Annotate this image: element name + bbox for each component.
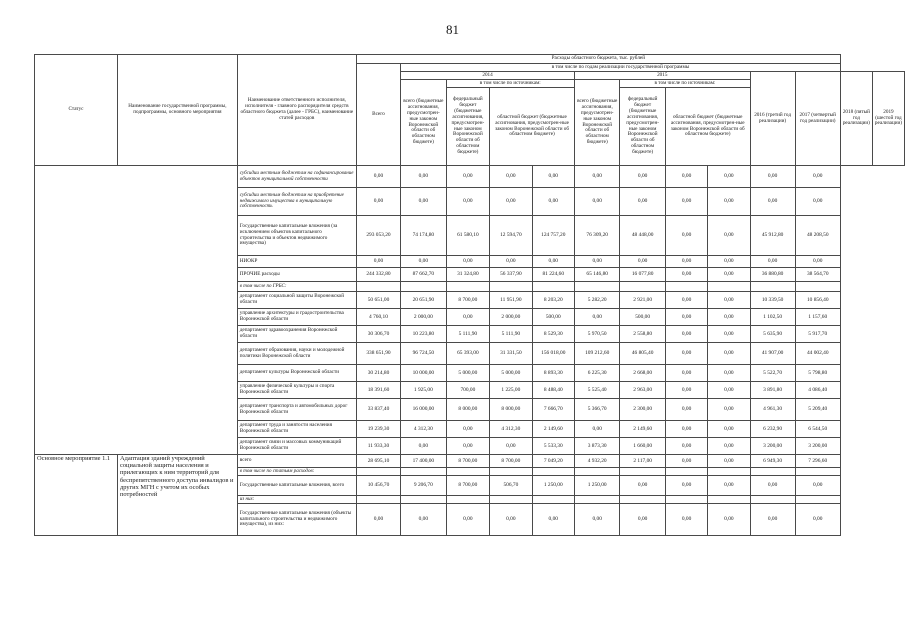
cell-y2015-all: 500,00 [532, 309, 574, 326]
cell-y2017 [708, 468, 750, 476]
cell-y2016: 0,00 [665, 343, 707, 365]
header-year-2017: 2017 (четвертый год реализации) [795, 72, 840, 166]
cell-y2014-all: 0,00 [401, 438, 446, 455]
cell-y2015-federal: 3 873,30 [574, 438, 619, 455]
cell-y2014-federal: 700,00 [446, 382, 490, 399]
page-number: 81 [446, 22, 459, 37]
cell-y2015-federal: 76 309,20 [574, 216, 619, 256]
header-year-2019: 2019 (шестой год реализации) [872, 72, 904, 166]
cell-y2015-regional: 0,00 [620, 256, 665, 268]
cell-y2019: 6 544,50 [795, 421, 840, 438]
cell-y2014-regional: 4 312,30 [490, 421, 532, 438]
cell-y2019: 10 856,40 [795, 292, 840, 309]
cell-y2015-all: 0,00 [532, 166, 574, 188]
cell-y2014-federal [446, 468, 490, 476]
cell-y2015-regional: 48 448,00 [620, 216, 665, 256]
cell-y2019: 0,00 [795, 166, 840, 188]
cell-y2017: 0,00 [708, 399, 750, 421]
cell-y2015-federal: 0,00 [574, 504, 619, 536]
cell-y2015-federal: 0,00 [574, 166, 619, 188]
cell-y2014-federal: 8 700,00 [446, 476, 490, 496]
cell-y2014-regional: 5 000,00 [490, 365, 532, 382]
cell-y2015-all [532, 496, 574, 504]
cell-y2017: 0,00 [708, 326, 750, 343]
header-by-years: в том числе по годам реализации государственной программы [401, 64, 841, 72]
cell-y2014-all: 0,00 [401, 256, 446, 268]
row-label: управление архитектуры и градостроительства Воронежской области [237, 309, 356, 326]
budget-table [34, 54, 905, 536]
cell-y2015-all: 81 224,60 [532, 268, 574, 282]
cell-y2017: 0,00 [708, 438, 750, 455]
cell-y2015-federal: 5 525,40 [574, 382, 619, 399]
cell-y2016: 0,00 [665, 309, 707, 326]
row-label: ПРОЧИЕ расходы [237, 268, 356, 282]
cell-total: 50 651,00 [356, 292, 400, 309]
header-2014-sources: в том числе по источникам: [446, 80, 574, 88]
cell-y2017: 0,00 [708, 292, 750, 309]
cell-y2014-federal: 0,00 [446, 166, 490, 188]
cell-y2017: 0,00 [708, 216, 750, 256]
cell-y2014-federal: 8 000,00 [446, 399, 490, 421]
cell-y2015-regional [620, 496, 665, 504]
cell-y2014-regional: 0,00 [490, 438, 532, 455]
cell-total: 28 695,10 [356, 455, 400, 468]
header-year-2014: 2014 [401, 72, 575, 80]
table-row [35, 455, 905, 468]
cell-total: 244 332,80 [356, 268, 400, 282]
cell-y2014-regional: 0,00 [490, 188, 532, 216]
cell-y2019 [795, 282, 840, 292]
cell-y2016: 0,00 [665, 438, 707, 455]
cell-y2018: 0,00 [750, 166, 795, 188]
cell-y2014-all: 87 662,70 [401, 268, 446, 282]
cell-y2014-federal: 8 700,00 [446, 292, 490, 309]
row-label: департамент культуры Воронежской области [237, 365, 356, 382]
cell-y2017: 0,00 [708, 268, 750, 282]
cell-y2015-all: 8 893,30 [532, 365, 574, 382]
cell-y2014-regional: 0,00 [490, 256, 532, 268]
cell-y2015-regional: 500,00 [620, 309, 665, 326]
cell-y2015-all: 2 149,60 [532, 421, 574, 438]
header-executor: Наименование ответственного исполнителя, исполнителя - главного распорядителя средств областного бюджета (далее - ГРБС), наименование статей расходов [237, 55, 356, 166]
cell-y2014-all: 1 925,00 [401, 382, 446, 399]
row-label: Государственные капитальные вложения, всего [237, 476, 356, 496]
cell-y2018: 1 102,50 [750, 309, 795, 326]
header-status: Статус [35, 55, 118, 166]
cell-y2014-federal: 61 580,10 [446, 216, 490, 256]
cell-y2017: 0,00 [708, 188, 750, 216]
cell-y2016: 0,00 [665, 504, 707, 536]
cell-y2018: 45 912,80 [750, 216, 795, 256]
cell-y2014-regional: 8 700,00 [490, 455, 532, 468]
row-label: в том числе по ГРБС: [237, 282, 356, 292]
header-year-2016: 2016 (третий год реализации) [750, 72, 795, 166]
header-2014-federal: федеральный бюджет (бюджетные ассигнования, предусмотрен-ные законом Воронежской области об областном бюджете) [446, 88, 490, 166]
cell-y2019: 44 002,40 [795, 343, 840, 365]
cell-y2014-regional [490, 282, 532, 292]
cell-total: 19 239,30 [356, 421, 400, 438]
cell-y2017: 0,00 [708, 166, 750, 188]
cell-y2015-regional: 0,00 [620, 476, 665, 496]
cell-y2018: 4 961,30 [750, 399, 795, 421]
cell-y2014-regional: 8 000,00 [490, 399, 532, 421]
cell-y2014-federal: 31 324,80 [446, 268, 490, 282]
cell-y2014-regional: 0,00 [490, 504, 532, 536]
cell-y2019 [795, 468, 840, 476]
header-2015-all: всего (бюджетные ассигнования, предусмотрен-ные законом Воронежской области об областном бюджете) [574, 80, 619, 166]
cell-y2016: 0,00 [665, 421, 707, 438]
cell-y2014-all [401, 496, 446, 504]
cell-total: 0,00 [356, 256, 400, 268]
cell-y2017: 0,00 [708, 309, 750, 326]
cell-total [356, 496, 400, 504]
cell-y2015-all [532, 468, 574, 476]
row-label: департамент транспорта и автомобильных дорог Воронежской области [237, 399, 356, 421]
cell-y2015-federal: 1 250,00 [574, 476, 619, 496]
cell-y2014-federal: 65 393,00 [446, 343, 490, 365]
header-2015-regional: областной бюджет (бюджетные ассигнования, предусмотрен-ные законом Воронежской области об областном бюджете) [665, 88, 750, 166]
cell-total: 10 456,70 [356, 476, 400, 496]
cell-y2014-all [401, 282, 446, 292]
cell-y2015-regional: 0,00 [620, 166, 665, 188]
cell-y2018: 0,00 [750, 504, 795, 536]
cell-y2014-all: 10 223,80 [401, 326, 446, 343]
empty-merged-cell [35, 166, 238, 455]
cell-total: 0,00 [356, 166, 400, 188]
cell-y2018: 0,00 [750, 188, 795, 216]
cell-y2014-regional: 11 951,90 [490, 292, 532, 309]
cell-y2014-regional: 0,00 [490, 166, 532, 188]
cell-y2016: 0,00 [665, 399, 707, 421]
cell-y2016 [665, 468, 707, 476]
cell-y2019: 38 564,70 [795, 268, 840, 282]
cell-y2015-federal [574, 496, 619, 504]
row-label: субсидии местным бюджетам на приобретение недвижимого имущества в муниципальную собственность [237, 188, 356, 216]
cell-y2018: 0,00 [750, 256, 795, 268]
cell-y2014-all [401, 468, 446, 476]
cell-y2019: 1 157,60 [795, 309, 840, 326]
cell-y2015-regional: 0,00 [620, 504, 665, 536]
cell-y2014-regional: 2 000,00 [490, 309, 532, 326]
cell-y2018: 6 949,30 [750, 455, 795, 468]
cell-y2015-regional [620, 282, 665, 292]
row-label: департамент труда и занятости населения Воронежской области [237, 421, 356, 438]
cell-y2014-federal: 0,00 [446, 188, 490, 216]
cell-y2015-regional: 2 963,00 [620, 382, 665, 399]
cell-y2015-federal: 65 146,80 [574, 268, 619, 282]
cell-y2015-regional: 2 558,80 [620, 326, 665, 343]
cell-y2015-all: 7 049,20 [532, 455, 574, 468]
cell-y2019: 0,00 [795, 188, 840, 216]
cell-y2015-regional: 2 117,00 [620, 455, 665, 468]
cell-y2014-regional: 506,70 [490, 476, 532, 496]
cell-y2014-federal: 0,00 [446, 421, 490, 438]
cell-y2015-regional: 2 149,60 [620, 421, 665, 438]
header-program-name: Наименование государственной программы, подпрограммы, основного мероприятия [118, 55, 238, 166]
cell-y2014-federal: 0,00 [446, 309, 490, 326]
cell-y2018: 41 907,00 [750, 343, 795, 365]
cell-y2015-federal: 5 282,20 [574, 292, 619, 309]
cell-y2015-regional: 0,00 [620, 188, 665, 216]
cell-y2016: 0,00 [665, 256, 707, 268]
cell-y2019: 3 200,00 [795, 438, 840, 455]
cell-y2015-all: 0,00 [532, 504, 574, 536]
cell-y2014-federal [446, 282, 490, 292]
cell-total: 30 306,70 [356, 326, 400, 343]
cell-y2015-federal: 4 932,20 [574, 455, 619, 468]
cell-y2015-all: 1 250,00 [532, 476, 574, 496]
cell-y2014-regional [490, 468, 532, 476]
cell-y2014-all: 0,00 [401, 166, 446, 188]
cell-y2017: 0,00 [708, 421, 750, 438]
cell-y2015-regional [620, 468, 665, 476]
cell-y2018: 5 635,90 [750, 326, 795, 343]
cell-y2017: 0,00 [708, 476, 750, 496]
cell-y2019: 0,00 [795, 476, 840, 496]
cell-y2015-federal: 0,00 [574, 421, 619, 438]
cell-y2017 [708, 282, 750, 292]
header-year-2015: 2015 [574, 72, 750, 80]
cell-y2018: 6 232,90 [750, 421, 795, 438]
cell-y2015-all [532, 282, 574, 292]
cell-y2018: 3 200,00 [750, 438, 795, 455]
cell-y2019: 5 209,40 [795, 399, 840, 421]
cell-y2016: 0,00 [665, 326, 707, 343]
cell-y2015-federal [574, 468, 619, 476]
cell-y2016: 0,00 [665, 382, 707, 399]
cell-y2019: 5 917,70 [795, 326, 840, 343]
row-label: управление физической культуры и спорта Воронежской области [237, 382, 356, 399]
cell-y2016: 0,00 [665, 216, 707, 256]
row-label: департамент здравоохранения Воронежской области [237, 326, 356, 343]
cell-y2014-federal: 0,00 [446, 504, 490, 536]
cell-y2015-federal: 0,00 [574, 188, 619, 216]
cell-y2018 [750, 496, 795, 504]
cell-y2014-all: 0,00 [401, 504, 446, 536]
cell-y2015-regional: 2 668,00 [620, 365, 665, 382]
cell-y2014-all: 0,00 [401, 188, 446, 216]
row-label: департамент социальной защиты Воронежской области [237, 292, 356, 309]
row-label: субсидии местным бюджетам на софинансирование объектов муниципальной собственности [237, 166, 356, 188]
row-label: всего [237, 455, 356, 468]
cell-y2017 [708, 496, 750, 504]
cell-y2016: 0,00 [665, 188, 707, 216]
cell-total: 33 837,40 [356, 399, 400, 421]
row-label: Государственные капитальные вложения (за исключением объектов капитального строительства и объектов недвижимого имущества) [237, 216, 356, 256]
cell-y2017: 0,00 [708, 504, 750, 536]
row-label: в том числе по статьям расходов: [237, 468, 356, 476]
header-2014-all: всего (бюджетные ассигнования, предусмотрен-ные законом Воронежской области об областном бюджете) [401, 80, 446, 166]
cell-y2019: 0,00 [795, 256, 840, 268]
cell-y2019: 7 296,60 [795, 455, 840, 468]
cell-total: 11 933,30 [356, 438, 400, 455]
cell-y2015-regional: 46 805,40 [620, 343, 665, 365]
cell-y2015-all: 124 757,20 [532, 216, 574, 256]
cell-y2015-federal: 6 225,30 [574, 365, 619, 382]
cell-y2015-all: 0,00 [532, 256, 574, 268]
measure-name: Адаптация зданий учреждений социальной защиты населения и прилегающих к ним территорий для беспрепятственного доступа инвалидов и других МГН с учетом их особых потребностей [118, 455, 238, 536]
cell-total: 293 053,20 [356, 216, 400, 256]
cell-total: 0,00 [356, 188, 400, 216]
row-label: НИОКР [237, 256, 356, 268]
header-expenses: Расходы областного бюджета, тыс. рублей [356, 55, 840, 64]
cell-y2014-regional: 31 331,50 [490, 343, 532, 365]
cell-y2018: 3 891,80 [750, 382, 795, 399]
cell-y2014-all: 96 724,50 [401, 343, 446, 365]
cell-y2016: 0,00 [665, 455, 707, 468]
cell-y2017: 0,00 [708, 343, 750, 365]
cell-y2019: 48 208,50 [795, 216, 840, 256]
cell-y2016: 0,00 [665, 292, 707, 309]
cell-y2014-federal: 0,00 [446, 256, 490, 268]
cell-y2015-federal: 0,00 [574, 256, 619, 268]
row-label: из них: [237, 496, 356, 504]
cell-y2017: 0,00 [708, 382, 750, 399]
header-2015-sources: в том числе по источникам: [620, 80, 750, 88]
cell-y2017: 0,00 [708, 256, 750, 268]
cell-y2014-federal [446, 496, 490, 504]
cell-y2017: 0,00 [708, 455, 750, 468]
header-2014-regional: областной бюджет (бюджетные ассигнования, предусмотрен-ные законом Воронежской области об областном бюджете) [490, 88, 575, 166]
cell-y2014-regional: 56 337,90 [490, 268, 532, 282]
cell-y2015-all: 8 488,40 [532, 382, 574, 399]
cell-y2015-federal: 0,00 [574, 309, 619, 326]
row-label: департамент образования, науки и молодежной политики Воронежской области [237, 343, 356, 365]
cell-y2015-federal: 5 366,70 [574, 399, 619, 421]
cell-y2014-regional: 12 594,70 [490, 216, 532, 256]
cell-total [356, 282, 400, 292]
cell-y2018: 0,00 [750, 476, 795, 496]
cell-y2018: 5 522,70 [750, 365, 795, 382]
cell-y2018 [750, 468, 795, 476]
cell-y2015-all: 0,00 [532, 188, 574, 216]
cell-y2014-all: 74 174,80 [401, 216, 446, 256]
measure-status: Основное мероприятие 1.1 [35, 455, 118, 536]
row-label: Государственные капитальные вложения (объекты капитального строительства и недвижимого имущества), из них: [237, 504, 356, 536]
cell-total: 30 214,80 [356, 365, 400, 382]
cell-y2019: 4 086,40 [795, 382, 840, 399]
cell-y2014-all: 9 206,70 [401, 476, 446, 496]
cell-y2015-regional: 2 300,00 [620, 399, 665, 421]
cell-total: 338 651,90 [356, 343, 400, 365]
header-year-2018: 2018 (пятый год реализации) [840, 72, 872, 166]
cell-y2018 [750, 282, 795, 292]
cell-y2015-all: 8 203,20 [532, 292, 574, 309]
cell-y2014-federal: 8 700,00 [446, 455, 490, 468]
cell-y2015-federal [574, 282, 619, 292]
cell-y2015-all: 7 666,70 [532, 399, 574, 421]
cell-y2014-all: 2 000,00 [401, 309, 446, 326]
cell-y2014-all: 4 312,30 [401, 421, 446, 438]
cell-y2019: 5 798,80 [795, 365, 840, 382]
cell-y2016 [665, 282, 707, 292]
cell-y2015-federal: 5 970,50 [574, 326, 619, 343]
cell-y2015-regional: 2 921,00 [620, 292, 665, 309]
cell-y2014-all: 20 651,90 [401, 292, 446, 309]
cell-y2015-all: 8 529,30 [532, 326, 574, 343]
cell-y2015-all: 156 018,00 [532, 343, 574, 365]
cell-y2014-regional [490, 496, 532, 504]
cell-y2016: 0,00 [665, 365, 707, 382]
cell-y2014-federal: 0,00 [446, 438, 490, 455]
cell-total: 0,00 [356, 504, 400, 536]
row-label: департамент связи и массовых коммуникаций Воронежской области [237, 438, 356, 455]
cell-y2019 [795, 496, 840, 504]
cell-y2016: 0,00 [665, 268, 707, 282]
cell-y2014-all: 17 400,00 [401, 455, 446, 468]
cell-total [356, 468, 400, 476]
cell-y2014-all: 16 000,00 [401, 399, 446, 421]
cell-total: 4 760,10 [356, 309, 400, 326]
cell-y2015-regional: 1 660,00 [620, 438, 665, 455]
cell-y2016: 0,00 [665, 476, 707, 496]
cell-y2015-federal: 109 212,60 [574, 343, 619, 365]
cell-total: 18 391,60 [356, 382, 400, 399]
cell-y2016 [665, 496, 707, 504]
cell-y2019: 0,00 [795, 504, 840, 536]
cell-y2014-all: 10 000,00 [401, 365, 446, 382]
cell-y2017: 0,00 [708, 365, 750, 382]
cell-y2018: 36 880,80 [750, 268, 795, 282]
cell-y2015-all: 5 533,30 [532, 438, 574, 455]
cell-y2014-federal: 5 000,00 [446, 365, 490, 382]
cell-y2018: 10 339,50 [750, 292, 795, 309]
cell-y2015-regional: 16 077,80 [620, 268, 665, 282]
cell-y2014-regional: 1 225,00 [490, 382, 532, 399]
cell-y2014-regional: 5 111,90 [490, 326, 532, 343]
cell-y2014-federal: 5 111,90 [446, 326, 490, 343]
header-2015-federal: федеральный бюджет (бюджетные ассигнования, предусмотрен-ные законом Воронежской области об областном бюджете) [620, 88, 665, 166]
table-row [35, 166, 905, 188]
header-total: Всего [356, 64, 400, 166]
cell-y2016: 0,00 [665, 166, 707, 188]
